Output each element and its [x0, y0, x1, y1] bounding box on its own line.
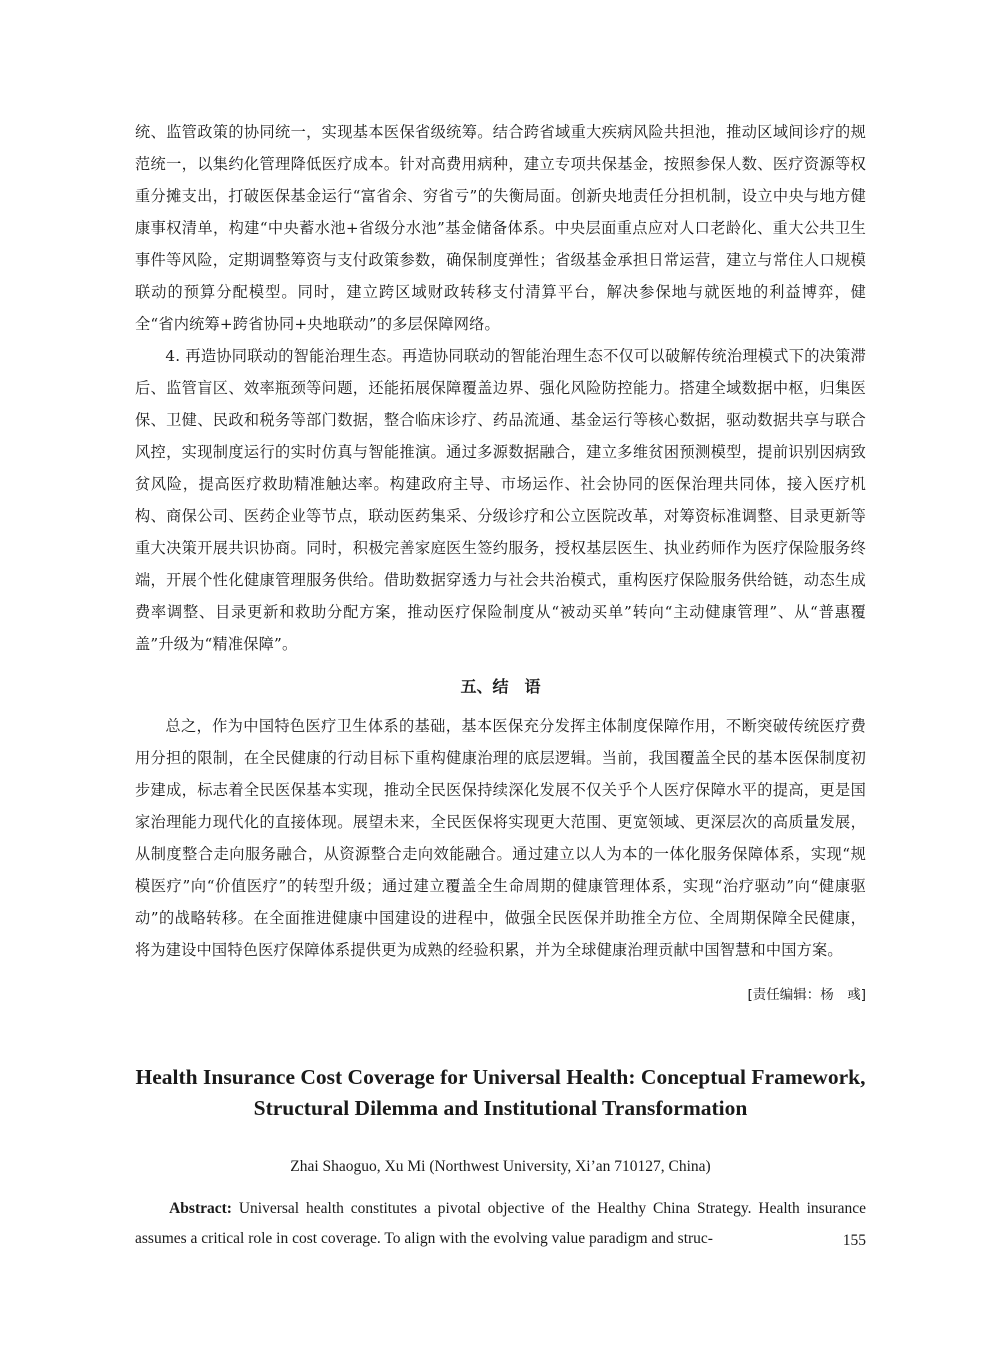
abstract-label: Abstract:: [169, 1200, 232, 1217]
section-heading-conclusion: 五、结 语: [460, 677, 541, 696]
article-page: [135, 116, 866, 1254]
english-authors: Zhai Shaoguo, Xu Mi (Northwest University, Xi’an 710127, China): [290, 1158, 711, 1175]
body-paragraph-1: 统、监管政策的协同统一，实现基本医保省级统筹。结合跨省域重大疾病风险共担池，推动区域间诊疗的规范统一，以集约化管理降低医疗成本。针对高费用病种，建立专项共保基金，按照参保人数、医疗资源等权重分摊支出，打破医保基金运行“富省余、穷省亏”的失衡局面。创新央地责任分担机制，设立中央与地方健康事权清单，构建“中央蓄水池+省级分水池”基金储备体系。中央层面重点应对人口老龄化、重大公共卫生事件等风险，定期调整筹资与支付政策参数，确保制度弹性；省级基金承担日常运营，建立与常住人口规模联动的预算分配模型。同时，建立跨区域财政转移支付清算平台，解决参保地与就医地的利益博弈，健全“省内统筹+跨省协同+央地联动”的多层保障网络。: [135, 123, 866, 333]
english-title: Health Insurance Cost Coverage for Universal Health: Conceptual Framework, Structural Dilemma and Institutional Transformation: [135, 1065, 866, 1120]
body-paragraph-2: 4. 再造协同联动的智能治理生态。再造协同联动的智能治理生态不仅可以破解传统治理模式下的决策滞后、监管盲区、效率瓶颈等问题，还能拓展保障覆盖边界、强化风险防控能力。搭建全域数据中枢，归集医保、卫健、民政和税务等部门数据，整合临床诊疗、药品流通、基金运行等核心数据，驱动数据共享与联合风控，实现制度运行的实时仿真与智能推演。通过多源数据融合，建立多维贫困预测模型，提前识别因病致贫风险，提高医疗救助精准触达率。构建政府主导、市场运作、社会协同的医保治理共同体，接入医疗机构、商保公司、医药企业等节点，联动医药集采、分级诊疗和公立医院改革，对筹资标准调整、目录更新等重大决策开展共识协商。同时，积极完善家庭医生签约服务，授权基层医生、执业药师作为医疗保险服务终端，开展个性化健康管理服务供给。借助数据穿透力与社会共治模式，重构医疗保险服务供给链，动态生成费率调整、目录更新和救助分配方案，推动医疗保险制度从“被动买单”转向“主动健康管理”、从“普惠覆盖”升级为“精准保障”。: [135, 347, 866, 653]
english-abstract: [135, 1194, 866, 1254]
body-paragraph-3: 总之，作为中国特色医疗卫生体系的基础，基本医保充分发挥主体制度保障作用，不断突破传统医疗费用分担的限制，在全民健康的行动目标下重构健康治理的底层逻辑。当前，我国覆盖全民的基本医保制度初步建成，标志着全民医保基本实现，推动全民医保持续深化发展不仅关乎个人医疗保障水平的提高，更是国家治理能力现代化的直接体现。展望未来，全民医保将实现更大范围、更宽领域、更深层次的高质量发展，从制度整合走向服务融合，从资源整合走向效能融合。通过建立以人为本的一体化服务保障体系，实现“规模医疗”向“价值医疗”的转型升级；通过建立覆盖全生命周期的健康管理体系，实现“治疗驱动”向“健康驱动”的战略转移。在全面推进健康中国建设的进程中，做强全民医保并助推全方位、全周期保障全民健康，将为建设中国特色医疗保障体系提供更为成熟的经验积累，并为全球健康治理贡献中国智慧和中国方案。: [135, 717, 866, 959]
editor-note: [责任编辑：杨 彧]: [747, 987, 866, 1003]
page-number: 155: [842, 1232, 866, 1249]
abstract-text: Universal health constitutes a pivotal objective of the Healthy China Strategy. Health insurance assumes a critical role in cost coverage. To align with the evolving value paradigm and struc-: [135, 1200, 866, 1247]
